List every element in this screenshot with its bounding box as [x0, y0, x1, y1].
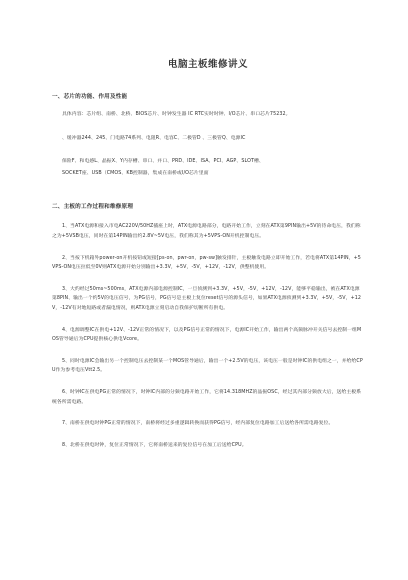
paragraph: 具体内容：芯片组、南桥、北桥、BIOS芯片、时钟发生器 IC RTC实时时钟、I/O芯片、串口芯片75232。: [62, 112, 291, 117]
paragraph: 2、当按下机箱外power-on开机按钮或短接[ps-on，pwr-on，pw-sw]触发排针，主板触发电路立即开始工作，若电将ATX第14PIN，+5VPS-ON电压拉低至0V则ATX电源开始分别输出+3.3V，+5V，-5V，+12V，-12V，供整机使用。: [52, 255, 361, 271]
paragraph: 6、时钟IC在供电PG正常的情况下，时钟IC内部的分频电路开始工作，它将14.318MHZ的晶振OSC，经过其内部分频放大后，送给主板系统各所需电路。: [52, 389, 362, 405]
paragraph: 8、北桥在供电时钟，复位正常情况下，它将南桥送来的复位信号在加工后送给CPU。: [62, 442, 247, 448]
paragraph: 保险F、和电感L、晶振X、Y内存槽、串口、并口、PRD、IDE、ISA、PCI、AGP、SLOT槽、: [62, 159, 264, 165]
section-working-process: [52, 202, 364, 450]
paragraph: 1、当ATX电源和接入市电AC220V/50HZ插座上时，ATX电源电路部分，电路开始工作，立刻在ATX第9PIN输出+5V的待命电压，我们称之为+5VSB电压，同时在第14PIN输出约2.8V~5V电压，我们称其为+5VPS-ON开机控制电压。: [52, 224, 361, 239]
paragraph: 、缓冲器244、245、门电路74系列、电阻R、电容C、二极管D 、三极管Q、电源IC: [62, 135, 246, 141]
paragraph: 4、电源调整IC在供电+12V、-12V正常的情况下，以及PG信号正常的情况下，电源IC开始工作，输出两个高频脉冲开关信号去控制一组MOS管导通后为CPU提供核心供电Vcore。: [52, 327, 362, 343]
paragraph: SOCKET座、USB（CMOS、KB控制器，集成在南桥或I/O芯片里面: [62, 170, 209, 176]
section-heading: 二、主板的工作过程和维修原理: [52, 204, 134, 211]
paragraph: 5、同时电源IC会输出另一个控制电压去控制某一个MOS管导通后，输出一个+2.5V的电压，该电压一般是时钟IC的供电组之一，并给给CPU作为参考电压Vtt2.5。: [52, 358, 363, 374]
section-chip-functions: [52, 92, 364, 178]
section-heading: 一、芯片的功能、作用及性能: [52, 94, 128, 100]
paragraph: 3、大约经过50ms~500ms，ATX电源内部电源控制IC，一旦侦测到+3.3V，+5V，-5V，+12V，-12V，能够平稳输出，被在ATX电源第8PIN、输出一个约5V的电压信号，为PG信号，PG信号是主板上复位reset信号的源头信号，如果ATX电源侦测到+3.3V，+5V，-5V，+12V，-12V有对地短路或者漏电情况，则ATX电源立刻启动自我保护切断所有供电。: [52, 286, 362, 311]
document-title: 电脑主板维修讲义: [167, 59, 248, 70]
paragraph: 7、南桥在供电时钟PG正常的情况下，南桥将经过多重逻辑转换而获得PG信号，经内部复位电路加工后送给各所需电路复位。: [62, 421, 334, 427]
